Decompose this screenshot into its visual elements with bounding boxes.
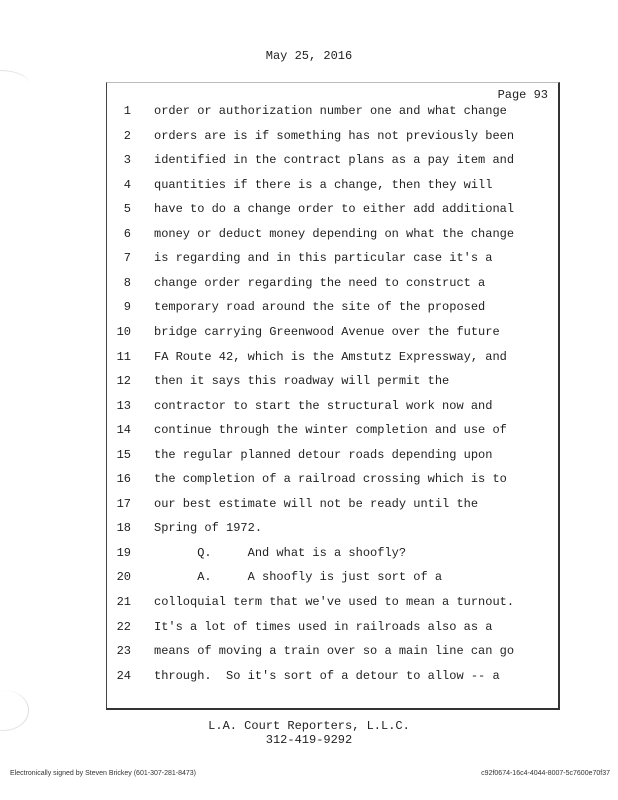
line-number: 20 <box>116 570 131 585</box>
line-number: 12 <box>116 374 131 389</box>
line-number: 7 <box>123 251 131 266</box>
reporter-company: L.A. Court Reporters, L.L.C. <box>208 719 410 733</box>
line-number: 13 <box>116 398 131 413</box>
line-text: through. So it's sort of a detour to allow -- a <box>154 668 500 683</box>
line-number: 21 <box>116 595 131 609</box>
line-number: 5 <box>123 202 131 217</box>
punch-hole-mark <box>0 70 30 99</box>
line-text: order or authorization number one and what change <box>154 104 507 118</box>
line-number: 17 <box>116 496 131 511</box>
line-text: FA Route 42, which is the Amstutz Expressway, and <box>154 349 507 364</box>
line-text: bridge carrying Greenwood Avenue over the future <box>154 324 500 339</box>
line-text: money or deduct money depending on what the change <box>154 226 515 241</box>
line-number: 18 <box>116 521 131 536</box>
e-signature-line: Electronically signed by Steven Brickey (601-307-281-8473) <box>10 770 196 777</box>
line-text: continue through the winter completion and use of <box>154 423 507 438</box>
line-text: quantities if there is a change, then they will <box>154 177 493 192</box>
reporter-phone: 312-419-9292 <box>265 733 353 747</box>
line-text: the completion of a railroad crossing which is to <box>154 472 507 487</box>
header-date: May 25, 2016 <box>265 49 353 63</box>
line-text: is regarding and in this particular case it's a <box>154 251 493 266</box>
line-text: means of moving a train over so a main line can go <box>154 644 515 659</box>
line-text: have to do a change order to either add additional <box>154 202 515 217</box>
line-number: 3 <box>123 153 131 168</box>
line-number: 14 <box>116 423 131 438</box>
line-text: It's a lot of times used in railroads also as a <box>154 619 493 634</box>
line-number: 23 <box>116 644 131 659</box>
line-text: our best estimate will not be ready until the <box>154 496 479 511</box>
document-hash: c92f0674-16c4-4044-8007-5c7600e70f37 <box>481 770 610 777</box>
line-number: 4 <box>123 177 131 192</box>
line-text: Spring of 1972. <box>154 521 263 536</box>
line-text: Q. And what is a shoofly? <box>154 545 407 560</box>
line-text: orders are is if something has not previously been <box>154 128 515 143</box>
line-text: temporary road around the site of the proposed <box>154 300 486 315</box>
line-number: 8 <box>123 275 131 290</box>
page-number: Page 93 <box>497 88 548 102</box>
line-text: then it says this roadway will permit the <box>154 374 450 389</box>
line-number: 9 <box>123 300 131 315</box>
line-number: 10 <box>116 324 131 339</box>
line-number: 11 <box>116 349 131 364</box>
line-text: A. A shoofly is just sort of a <box>154 570 443 585</box>
line-text: colloquial term that we've used to mean a turnout. <box>154 595 515 609</box>
line-number: 24 <box>116 668 131 683</box>
line-number: 2 <box>123 128 131 143</box>
line-number: 6 <box>123 226 131 241</box>
line-number: 15 <box>116 447 131 462</box>
line-text: contractor to start the structural work now and <box>154 398 493 413</box>
line-text: the regular planned detour roads depending upon <box>154 447 493 462</box>
line-number: 16 <box>116 472 131 487</box>
line-number: 19 <box>116 545 131 560</box>
line-number: 1 <box>123 104 131 118</box>
line-number: 22 <box>116 619 131 634</box>
transcript-page-frame <box>106 82 560 710</box>
line-text: change order regarding the need to construct a <box>154 275 486 290</box>
line-text: identified in the contract plans as a pay item and <box>154 153 515 168</box>
